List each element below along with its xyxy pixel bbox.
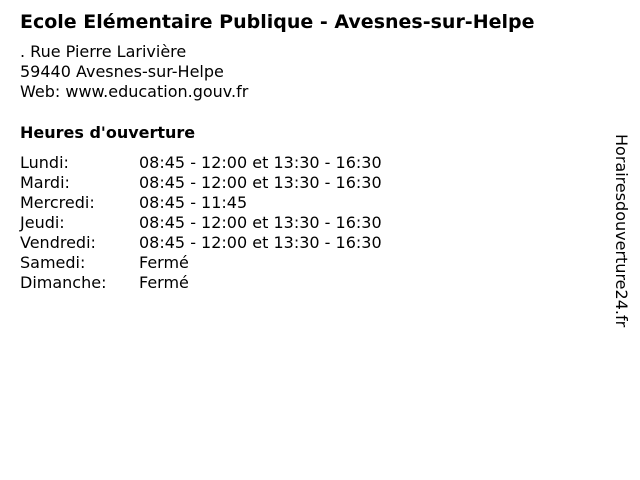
address-block — [20, 42, 248, 102]
day-label: Samedi: — [20, 253, 86, 272]
day-hours: Fermé — [139, 253, 189, 272]
hours-row-vendredi — [20, 233, 382, 253]
day-hours: 08:45 - 12:00 et 13:30 - 16:30 — [139, 213, 382, 232]
day-label: Dimanche: — [20, 273, 107, 292]
day-label: Vendredi: — [20, 233, 96, 252]
hours-row-mardi — [20, 173, 382, 193]
hours-row-samedi — [20, 253, 382, 273]
hours-row-dimanche — [20, 273, 382, 293]
day-hours: 08:45 - 12:00 et 13:30 - 16:30 — [139, 233, 382, 252]
hours-heading: Heures d'ouverture — [20, 123, 196, 142]
hours-row-jeudi — [20, 213, 382, 233]
day-hours: 08:45 - 11:45 — [139, 193, 248, 212]
hours-row-mercredi — [20, 193, 382, 213]
day-label: Mardi: — [20, 173, 70, 192]
hours-table — [20, 153, 382, 293]
page-title: Ecole Elémentaire Publique - Avesnes-sur-Helpe — [20, 11, 535, 33]
day-label: Jeudi: — [20, 213, 65, 232]
address-street: . Rue Pierre Larivière — [20, 42, 187, 61]
day-label: Mercredi: — [20, 193, 95, 212]
site-watermark: Horairesdouverture24.fr — [612, 134, 631, 328]
day-hours: 08:45 - 12:00 et 13:30 - 16:30 — [139, 153, 382, 172]
hours-row-lundi — [20, 153, 382, 173]
address-city: 59440 Avesnes-sur-Helpe — [20, 62, 224, 81]
day-hours: Fermé — [139, 273, 189, 292]
day-label: Lundi: — [20, 153, 69, 172]
address-web: Web: www.education.gouv.fr — [20, 82, 249, 101]
day-hours: 08:45 - 12:00 et 13:30 - 16:30 — [139, 173, 382, 192]
